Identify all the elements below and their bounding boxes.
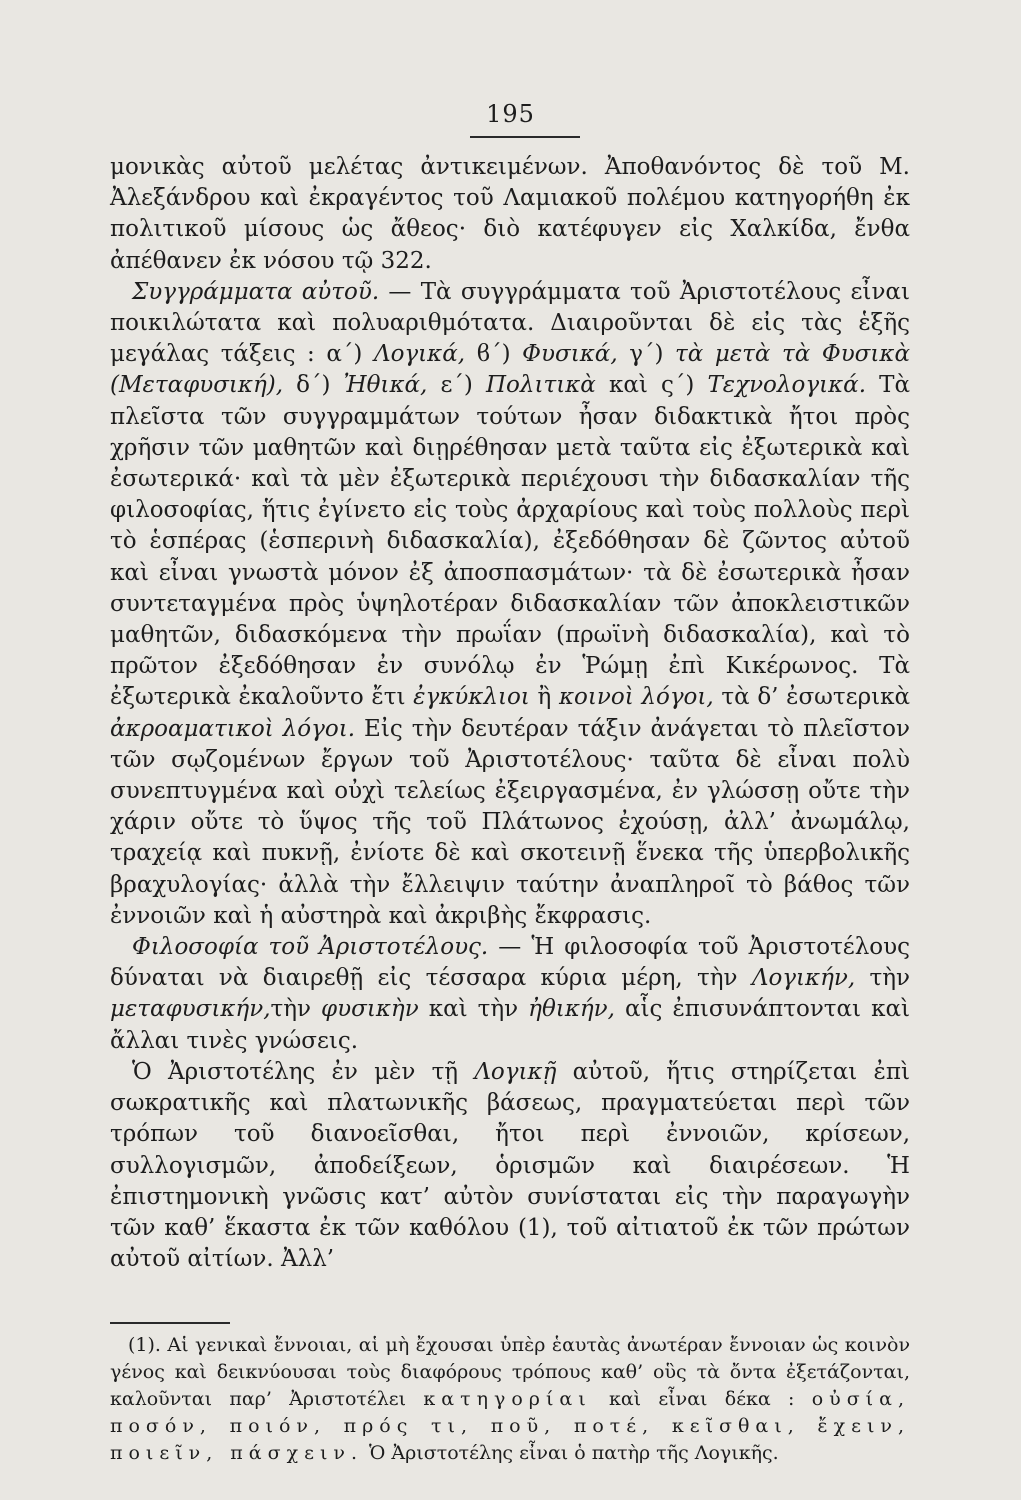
footnote-rule [110, 1322, 230, 1324]
header-rule [470, 136, 580, 138]
paragraph-3: Φιλοσοφία τοῦ Ἀριστοτέλους. — Ἡ φιλοσοφία τοῦ Ἀριστοτέλους δύναται νὰ διαιρεθῇ εἰς τέσσαρα κύρια μέρη, τὴν Λογικήν, τὴν μεταφυσικήν,τὴν φυσικὴν καὶ τὴν ἠθικήν, αἷς ἐπισυνάπτονται καὶ ἄλλαι τινὲς γνώσεις. [110, 934, 911, 1054]
main-text [110, 152, 910, 1275]
paragraph-2: Συγγράμματα αὐτοῦ. — Τὰ συγγράμματα τοῦ Ἀριστοτέλους εἶναι ποικιλώτατα καὶ πολυαριθμότατα. Διαιροῦνται δὲ εἰς τὰς ἑξῆς μεγάλας τάξεις : α΄) Λογικά, ϐ΄) Φυσικά, γ΄) τὰ μετὰ τὰ Φυσικὰ (Μεταφυσική), δ΄) Ἠθικά, ε΄) Πολιτικὰ καὶ ς΄) Τεχνολογικά. Τὰ πλεῖστα τῶν συγγραμμάτων τούτων ἦσαν διδακτικὰ ἤτοι πρὸς χρῆσιν τῶν μαθητῶν καὶ διῃρέθησαν μετὰ ταῦτα εἰς ἐξωτερικὰ καὶ ἐσωτερικά· καὶ τὰ μὲν ἐξωτερικὰ περιέχουσι τὴν διδασκαλίαν τῆς φιλοσοφίας, ἥτις ἐγίνετο εἰς τοὺς ἀρχαρίους καὶ τοὺς πολλοὺς περὶ τὸ ἑσπέρας (ἑσπερινὴ διδασκαλία), ἐξεδόθησαν δὲ ζῶντος αὐτοῦ καὶ εἶναι γνωστὰ μόνον ἐξ ἀποσπασμάτων· τὰ δὲ ἐσωτερικὰ ἦσαν συντεταγμένα πρὸς ὑψηλοτέραν διδασκαλίαν τῶν ἀποκλειστικῶν μαθητῶν, διδασκόμενα τὴν πρωΐαν (πρωϊνὴ διδασκαλία), καὶ τὸ πρῶτον ἐξεδόθησαν ἐν συνόλῳ ἐν Ῥώμῃ ἐπὶ Κικέρωνος. Τὰ ἐξωτερικὰ ἐκαλοῦντο ἔτι ἐγκύκλιοι ἢ κοινοὶ λόγοι, τὰ δ’ ἐσωτερικὰ ἀκροαματικοὶ λόγοι. Εἰς τὴν δευτέραν τάξιν ἀνάγεται τὸ πλεῖστον τῶν σῳζομένων ἔργων τοῦ Ἀριστοτέλους· ταῦτα δὲ εἶναι πολὺ συνεπτυγμένα καὶ οὐχὶ τελείως ἐξειργασμένα, ἐν γλώσσῃ οὔτε τὴν χάριν οὔτε τὸ ὕψος τῆς τοῦ Πλάτωνος ἐχούσῃ, ἀλλ’ ἀνωμάλῳ, τραχείᾳ καὶ πυκνῇ, ἐνίοτε δὲ καὶ σκοτεινῇ ἕνεκα τῆς ὑπερβολικῆς βραχυλογίας· ἀλλὰ τὴν ἔλλειψιν ταύτην ἀναπληροῖ τὸ βάθος τῶν ἐννοιῶν καὶ ἡ αὐστηρὰ καὶ ἀκριβὴς ἔκφρασις. [110, 278, 911, 929]
paragraph-4: Ὁ Ἀριστοτέλης ἐν μὲν τῇ Λογικῇ αὐτοῦ, ἥτις στηρίζεται ἐπὶ σωκρατικῆς καὶ πλατωνικῆς βάσεως, πραγματεύεται περὶ τῶν τρόπων τοῦ διανοεῖσθαι, ἤτοι περὶ ἐννοιῶν, κρίσεων, συλλογισμῶν, ἀποδείξεων, ὁρισμῶν καὶ διαιρέσεων. Ἡ ἐπιστημονικὴ γνῶσις κατ’ αὐτὸν συνίσταται εἰς τὴν παραγωγὴν τῶν καθ’ ἕκαστα ἐκ τῶν καθόλου (1), τοῦ αἰτιατοῦ ἐκ τῶν πρώτων αὐτοῦ αἰτίων. Ἀλλ’ [110, 1058, 910, 1273]
footnote: (1). Αἱ γενικαὶ ἔννοιαι, αἱ μὴ ἔχουσαι ὑπὲρ ἑαυτὰς ἀνωτέραν ἔννοιαν ὡς κοινὸν γένος καὶ δεικνύουσαι τοὺς διαφόρους τρόπους καθ’ οὓς τὰ ὄντα ἐξετάζονται, καλοῦνται παρ’ Ἀριστοτέλει κατηγορίαι καὶ εἶναι δέκα : οὐσία, ποσόν, ποιόν, πρός τι, ποῦ, ποτέ, κεῖσθαι, ἔχειν, ποιεῖν, πάσχειν. Ὁ Ἀριστοτέλης εἶναι ὁ πατὴρ τῆς Λογικῆς. [110, 1334, 910, 1464]
section-heading-philosophy: Φιλοσοφία τοῦ Ἀριστοτέλους. [132, 934, 489, 961]
paragraph-1: μονικὰς αὐτοῦ μελέτας ἀντικειμένων. Ἀποθανόντος δὲ τοῦ Μ. Ἀλεξάνδρου καὶ ἐκραγέντος τοῦ Λαμιακοῦ πολέμου κατηγορήθη ἐκ πολιτικοῦ μίσους ὡς ἄθεος· διὸ κατέφυγεν εἰς Χαλκίδα, ἔνθα ἀπέθανεν ἐκ νόσου τῷ 322. [110, 154, 910, 274]
page-number: 195 [486, 100, 535, 128]
section-heading-writings: Συγγράμματα αὐτοῦ. [132, 278, 380, 305]
